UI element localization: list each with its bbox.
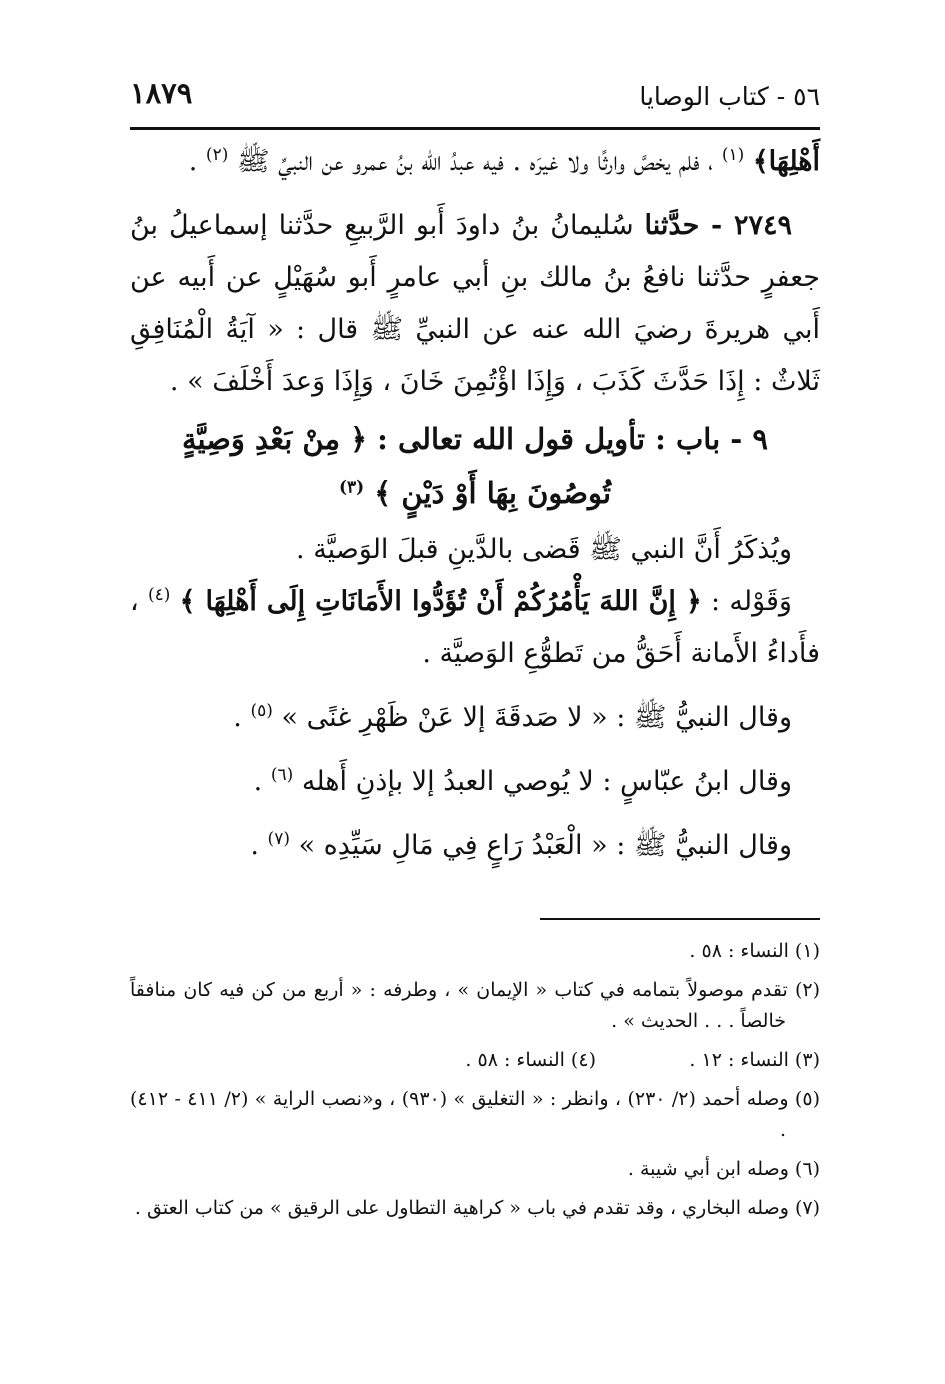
footnotes (130, 936, 820, 1232)
hadith-number: ٢٧٤٩ - حدَّثنا (644, 210, 793, 241)
chapter-heading (130, 412, 820, 520)
paragraph-text: ويُذكَرُ أَنَّ النبي ﷺ قَضى بالدَّينِ قبلَ الوَصيَّة . (296, 534, 792, 565)
verse-fragment: أَهْلِهَا﴾ (752, 146, 820, 177)
footnote-ref-6: (٦) (270, 765, 294, 785)
paragraph-text: ، فأَداءُ الأَمانة أَحَقُّ من تَطوُّعِ الوَصيَّة . (130, 586, 820, 669)
paragraph-charity (130, 692, 820, 744)
page-number: ١٨٧٩ (130, 76, 193, 110)
paragraph-end: . (188, 146, 198, 177)
paragraph-text: وقال ابنُ عبّاسٍ : لا يُوصي العبدُ إلا بإذنِ أَهله (301, 766, 792, 797)
footnote-4: (٤) النساء : ٥٨ . (465, 1049, 596, 1071)
footnote-ref-7: (٧) (267, 829, 290, 849)
footnote-ref-3: (٣) (338, 477, 365, 498)
footnote-row-3-4 (130, 1045, 820, 1084)
running-header (130, 76, 820, 122)
footnote-2: (٢) تقدم موصولاً بتمامه في كتاب « الإيمان » ، وطرفه : « أربع من كن فيه كان منافقاً خالصاً . . . الحديث » . (130, 979, 820, 1032)
paragraph-debt (130, 524, 820, 576)
footnote-3: (٣) النساء : ١٢ . (689, 1049, 820, 1071)
main-text (130, 136, 820, 872)
footnote-ref-2: (٢) (205, 145, 229, 165)
paragraph-end: . (253, 766, 263, 797)
footnote-1: (١) النساء : ٥٨ . (689, 940, 820, 962)
hadith-text: سُليمانُ بنُ داودَ أَبو الرَّبيعِ حدَّثنا إسماعيلُ بنُ جعفرٍ حدَّثنا نافعُ بنُ مالك بنِ أبي عامرٍ أَبو سُهَيْلٍ عن أَبيه عن أَبي هريرةَ رضيَ الله عنه عن النبيِّ ﷺ قال : « آيَةُ الْمُنَافِقِ ثَلاثٌ : إِذَا حَدَّثَ كَذَبَ ، وَإِذَا اؤْتُمِنَ خَانَ ، وَإِذَا وَعدَ أَخْلَفَ » . (130, 210, 820, 397)
paragraph-continuation (130, 136, 820, 188)
paragraph-servant (130, 820, 820, 872)
footnote-7: (٧) وصله البخاري ، وقد تقدم في باب « كراهية التطاول على الرقيق » من كتاب العتق . (134, 1197, 820, 1219)
header-rule (130, 127, 820, 130)
paragraph-end: . (233, 702, 242, 733)
footnote-separator (540, 918, 820, 920)
footnote-ref-4: (٤) (147, 585, 171, 605)
chapter-heading-line2: تُوصُونَ بِهَا أَوْ دَيْنٍ ﴾ (374, 476, 612, 510)
paragraph-text: وقال النبيُّ ﷺ : « الْعَبْدُ رَاعٍ فِي مَالِ سَيِّدِه » (298, 830, 792, 861)
footnote-ref-1: (١) (721, 145, 745, 165)
paragraph-end: . (250, 830, 259, 861)
paragraph-text: ، فلم يخصَّ وارثًا ولا غيرَه . فيه عبدُ الله بنُ عمرو عن النبيِّ ﷺ (236, 146, 714, 177)
hadith-paragraph (130, 200, 820, 408)
footnote-ref-5: (٥) (250, 701, 273, 721)
footnote-6: (٦) وصله ابن أبي شيبة . (627, 1158, 820, 1180)
chapter-heading-line1: ٩ - باب : تأويل قول الله تعالى : ﴿ مِنْ بَعْدِ وَصِيَّةٍ (181, 422, 768, 456)
paragraph-trust (130, 576, 820, 680)
footnote-5: (٥) وصله أحمد (٢/ ٢٣٠) ، وانظر : « التغليق » (٩٣٠) ، و«نصب الراية » (٢/ ٤١١ - ٤١٢) . (130, 1088, 820, 1141)
paragraph-text: وقال النبيُّ ﷺ : « لا صَدقَةَ إلا عَنْ ظَهْرِ غنًى » (281, 702, 792, 733)
chapter-title: ٥٦ - كتاب الوصايا (639, 82, 820, 111)
paragraph-ibn-abbas (130, 756, 820, 808)
paragraph-lead: وَقَوْله : (711, 586, 792, 617)
verse-quote: ﴿ إِنَّ اللهَ يَأْمُرُكُمْ أَنْ تُؤَدُّوا الأَمَانَاتِ إِلَى أَهْلِهَا ﴾ (179, 586, 702, 617)
